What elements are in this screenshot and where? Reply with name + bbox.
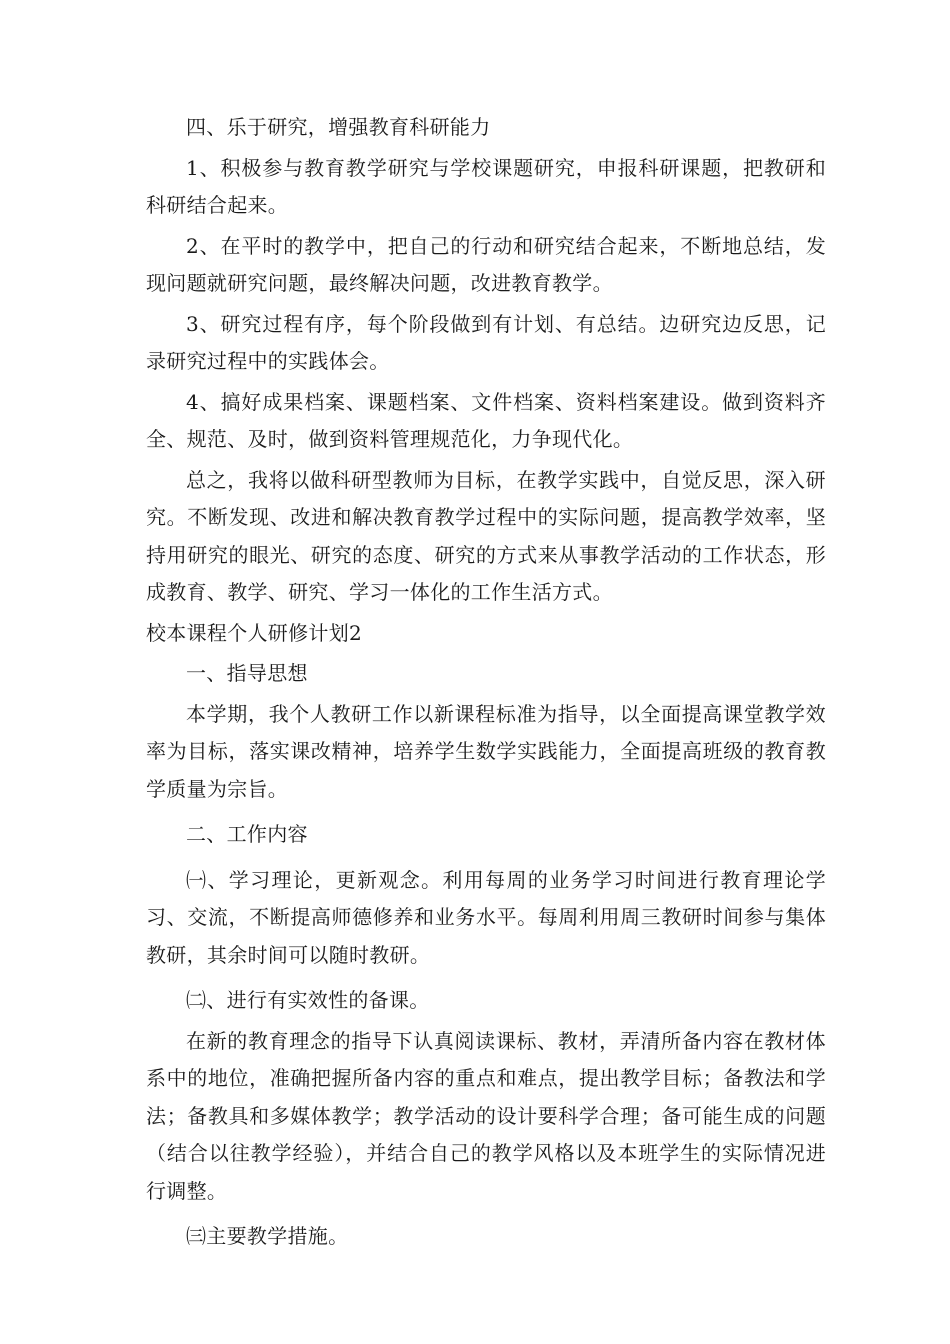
section-heading: 一、指导思想 [186, 661, 308, 685]
document-title: 校本课程个人研修计划2 [146, 620, 363, 645]
section-heading: 四、乐于研究，增强教育科研能力 [186, 115, 491, 139]
paragraph: 4、搞好成果档案、课题档案、文件档案、资料档案建设。做到资料齐全、规范、及时，做到资料管理规范化，力争现代化。 [146, 389, 826, 451]
paragraph: 总之，我将以做科研型教师为目标，在教学实践中，自觉反思，深入研究。不断发现、改进和解决教育教学过程中的实际问题，提高教学效率，坚持用研究的眼光、研究的态度、研究的方式来从事教学活动的工作状态，形成教育、教学、研究、学习一体化的工作生活方式。 [146, 467, 826, 604]
paragraph: 2、在平时的教学中，把自己的行动和研究结合起来，不断地总结，发现问题就研究问题，最终解决问题，改进教育教学。 [146, 233, 826, 295]
paragraph: 3、研究过程有序，每个阶段做到有计划、有总结。边研究边反思，记录研究过程中的实践体会。 [146, 311, 826, 373]
section-heading: 二、工作内容 [186, 822, 308, 846]
document-body [146, 109, 826, 1259]
paragraph: ㈠、学习理论，更新观念。利用每周的业务学习时间进行教育理论学习、交流，不断提高师德修养和业务水平。每周利用周三教研时间参与集体教研，其余时间可以随时教研。 [146, 867, 826, 967]
paragraph: 在新的教育理念的指导下认真阅读课标、教材，弄清所备内容在教材体系中的地位，准确把握所备内容的重点和难点，提出教学目标；备教法和学法；备教具和多媒体教学；教学活动的设计要科学合理；备可能生成的问题（结合以往教学经验），并结合自己的教学风格以及本班学生的实际情况进行调整。 [146, 1028, 826, 1203]
paragraph: 本学期，我个人教研工作以新课程标准为指导，以全面提高课堂教学效率为目标，落实课改精神，培养学生数学实践能力，全面提高班级的教育教学质量为宗旨。 [146, 701, 826, 801]
subsection-heading: ㈡、进行有实效性的备课。 [186, 988, 430, 1012]
subsection-heading: ㈢主要教学措施。 [186, 1224, 349, 1248]
paragraph: 1、积极参与教育教学研究与学校课题研究，申报科研课题，把教研和科研结合起来。 [146, 155, 826, 217]
